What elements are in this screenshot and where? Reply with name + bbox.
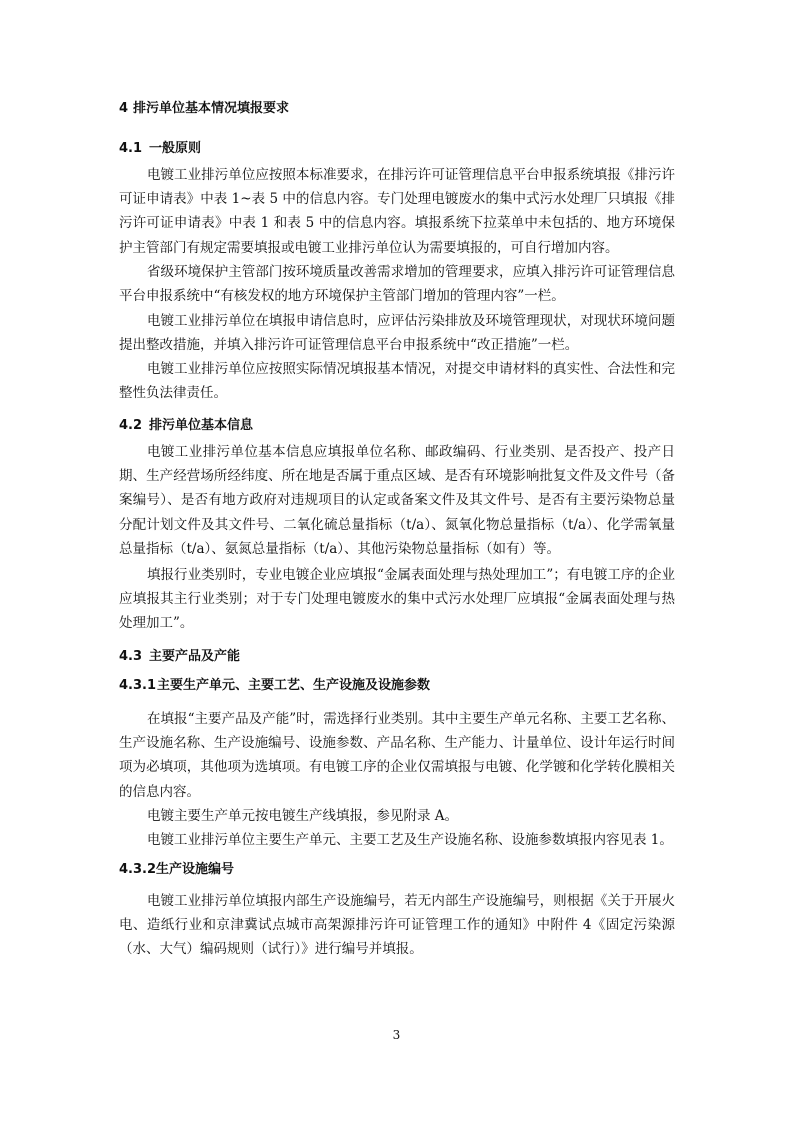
heading-section-4-3-2 bbox=[119, 862, 234, 878]
heading-title: 生产设施编号 bbox=[156, 862, 235, 877]
heading-section-4-3 bbox=[119, 649, 240, 665]
paragraph: 电镀工业排污单位应按照实际情况填报基本情况，对提交申请材料的真实性、合法性和完整性负法律责任。 bbox=[119, 361, 675, 402]
heading-number: 4 bbox=[119, 101, 129, 116]
heading-number: 4.3.1 bbox=[119, 678, 157, 693]
page-number: 3 bbox=[392, 1028, 401, 1042]
heading-title: 排污单位基本信息 bbox=[149, 418, 254, 433]
paragraph: 电镀工业排污单位填报内部生产设施编号，若无内部生产设施编号，则根据《关于开展火电、造纸行业和京津冀试点城市高架源排污许可证管理工作的通知》中附件 4《固定污染源（水、大气）编码规则（试行）》进行编号并填报。 bbox=[119, 893, 675, 958]
heading-title: 一般原则 bbox=[149, 141, 202, 156]
paragraph: 电镀工业排污单位在填报申请信息时，应评估污染排放及环境管理现状，对现状环境问题提出整改措施，并填入排污许可证管理信息平台申报系统中“改正措施”一栏。 bbox=[119, 313, 675, 354]
heading-title: 排污单位基本情况填报要求 bbox=[133, 101, 290, 116]
heading-number: 4.3 bbox=[119, 649, 143, 664]
heading-number: 4.3.2 bbox=[119, 862, 157, 877]
paragraph: 电镀主要生产单元按电镀生产线填报，参见附录 A。 bbox=[147, 808, 459, 824]
heading-section-4-1 bbox=[119, 141, 201, 157]
paragraph: 电镀工业排污单位基本信息应填报单位名称、邮政编码、行业类别、是否投产、投产日期、生产经营场所经纬度、所在地是否属于重点区域、是否有环境影响批复文件及文件号（备案编号）、是否有地方政府对违规项目的认定或备案文件及其文件号、是否有主要污染物总量分配计划文件及其文件号、二氧化硫总量指标（t/a）、氮氧化物总量指标（t/a）、化学需氧量总量指标（t/a）、氨氮总量指标（t/a）、其他污染物总量指标（如有）等。 bbox=[119, 444, 675, 557]
heading-number: 4.1 bbox=[119, 141, 143, 156]
heading-section-4-2 bbox=[119, 418, 253, 434]
paragraph: 填报行业类别时，专业电镀企业应填报“金属表面处理与热处理加工”；有电镀工序的企业应填报其主行业类别；对于专门处理电镀废水的集中式污水处理厂应填报“金属表面处理与热处理加工”。 bbox=[119, 567, 675, 632]
paragraph: 电镀工业排污单位应按照本标准要求，在排污许可证管理信息平台申报系统填报《排污许可证申请表》中表 1~表 5 中的信息内容。专门处理电镀废水的集中式污水处理厂只填报《排污许可证申请表》中表 1 和表 5 中的信息内容。填报系统下拉菜单中未包括的、地方环境保护主管部门有规定需要填报或电镀工业排污单位认为需要填报的，可自行增加内容。 bbox=[119, 167, 675, 256]
heading-title: 主要生产单元、主要工艺、生产设施及设施参数 bbox=[157, 678, 431, 693]
heading-section-4 bbox=[119, 101, 289, 117]
paragraph: 电镀工业排污单位主要生产单元、主要工艺及生产设施名称、设施参数填报内容见表 1。 bbox=[147, 832, 673, 848]
paragraph: 省级环境保护主管部门按环境质量改善需求增加的管理要求，应填入排污许可证管理信息平台申报系统中“有核发权的地方环境保护主管部门增加的管理内容”一栏。 bbox=[119, 264, 675, 305]
heading-section-4-3-1 bbox=[119, 678, 430, 694]
heading-title: 主要产品及产能 bbox=[149, 649, 241, 664]
paragraph: 在填报“主要产品及产能”时，需选择行业类别。其中主要生产单元名称、主要工艺名称、生产设施名称、生产设施编号、设施参数、产品名称、生产能力、计量单位、设计年运行时间项为必填项，其他项为选填项。有电镀工序的企业仅需填报与电镀、化学镀和化学转化膜相关的信息内容。 bbox=[119, 711, 675, 800]
heading-number: 4.2 bbox=[119, 418, 143, 433]
